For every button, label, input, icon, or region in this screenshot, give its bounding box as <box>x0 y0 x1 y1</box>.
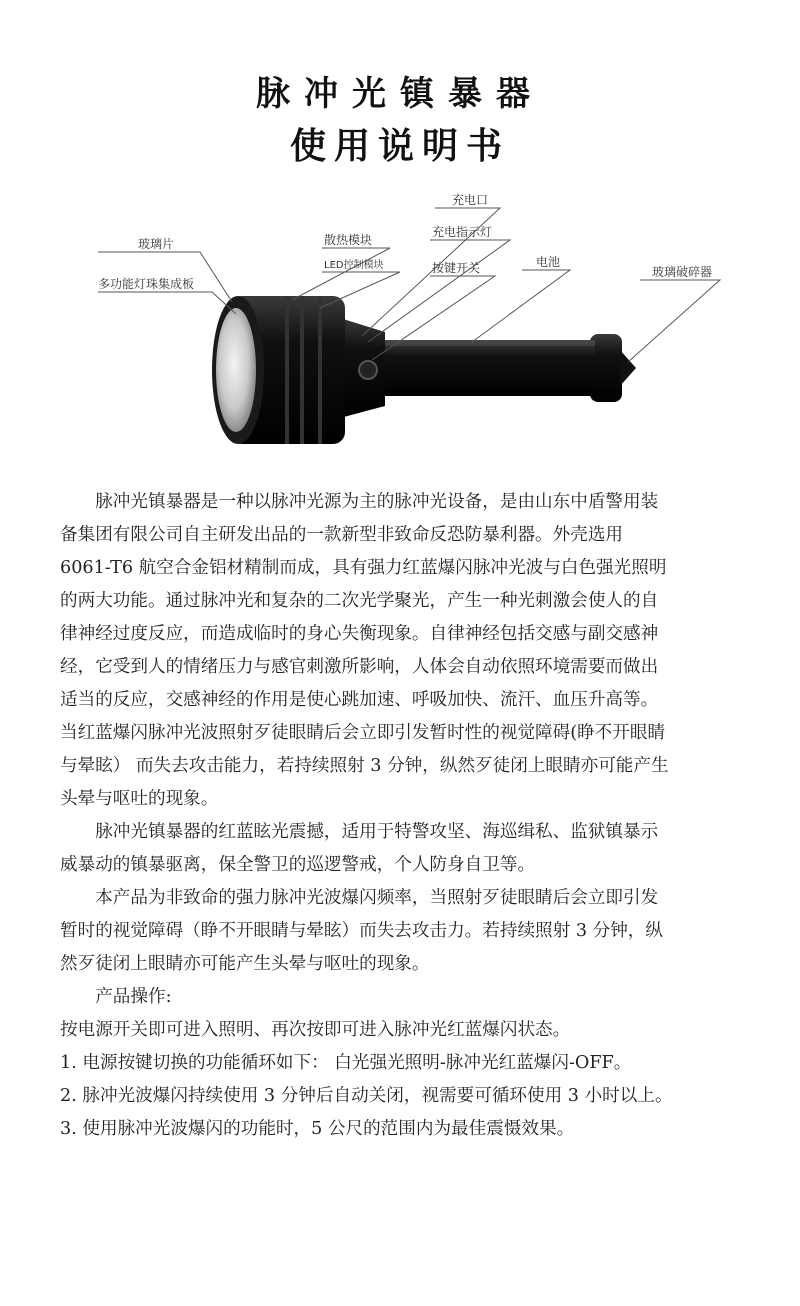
paragraph-line: 暂时的视觉障碍（睁不开眼睛与晕眩）而失去攻击力。若持续照射 3 分钟，纵 <box>60 921 663 941</box>
label-led-board: 多功能灯珠集成板 <box>98 277 195 291</box>
label-glass: 玻璃片 <box>138 237 175 251</box>
paragraph-line: 经，它受到人的情绪压力与感官刺激所影响，人体会自动依照环境需要而做出 <box>60 657 659 677</box>
paragraph-line: 适当的反应，交感神经的作用是使心跳加速、呼吸加快、流汗、血压升高等。 <box>60 690 659 710</box>
document-subtitle: 使用说明书 <box>289 126 510 167</box>
paragraph-line: 本产品为非致命的强力脉冲光波爆闪频率，当照射歹徒眼睛后会立即引发 <box>95 888 659 908</box>
label-battery: 电池 <box>536 255 561 269</box>
neck-section <box>340 318 385 418</box>
paragraph-line: 与晕眩） 而失去攻击能力，若持续照射 3 分钟，纵然歹徒闭上眼睛亦可能产生 <box>60 756 669 776</box>
paragraph-line: 然歹徒闭上眼睛亦可能产生头晕与呕吐的现象。 <box>60 954 430 974</box>
paragraph-line: 当红蓝爆闪脉冲光波照射歹徒眼睛后会立即引发暂时性的视觉障碍(睁不开眼睛 <box>60 723 666 743</box>
document-body <box>60 486 760 1146</box>
paragraph-line: 6061-T6 航空合金铝材精制而成，具有强力红蓝爆闪脉冲光波与白色强光照明 <box>60 558 667 578</box>
paragraph-line: 脉冲光镇暴器的红蓝眩光震撼，适用于特警攻坚、海巡缉私、监狱镇暴示 <box>95 822 659 842</box>
operations-item: 3. 使用脉冲光波爆闪的功能时，5 公尺的范围内为最佳震慑效果。 <box>60 1119 575 1139</box>
label-heat-module: 散热模块 <box>324 233 373 247</box>
operations-heading: 产品操作: <box>95 987 172 1007</box>
label-led-control: LED控制模块 <box>324 260 384 271</box>
paragraph-line: 备集团有限公司自主研发出品的一款新型非致命反恐防暴利器。外壳选用 <box>60 525 624 545</box>
battery-tube <box>380 340 595 396</box>
paragraph-line: 律神经过度反应，而造成临时的身心失衡现象。自律神经包括交感与副交感神 <box>60 624 659 644</box>
paragraph-line: 脉冲光镇暴器是一种以脉冲光源为主的脉冲光设备，是由山东中盾警用装 <box>95 492 659 512</box>
label-charge-indicator: 充电指示灯 <box>432 225 493 239</box>
flashlight-head <box>212 296 345 444</box>
label-charge-port: 充电口 <box>452 193 489 207</box>
button-switch-icon <box>359 361 377 379</box>
glass-lens <box>216 308 256 432</box>
document-title: 脉冲光镇暴器 <box>256 74 544 114</box>
operations-intro: 按电源开关即可进入照明、再次按即可进入脉冲光红蓝爆闪状态。 <box>60 1020 571 1040</box>
glass-breaker-tail <box>590 334 636 402</box>
label-glass-breaker: 玻璃破碎器 <box>652 265 713 279</box>
operations-item: 1. 电源按键切换的功能循环如下： 白光强光照明-脉冲光红蓝爆闪-OFF。 <box>60 1053 632 1073</box>
paragraph-line: 的两大功能。通过脉冲光和复杂的二次光学聚光，产生一种光刺激会使人的自 <box>60 591 659 611</box>
label-button-switch: 按键开关 <box>432 261 481 275</box>
flashlight-diagram <box>0 190 800 460</box>
paragraph-line: 威暴动的镇暴驱离，保全警卫的巡逻警戒，个人防身自卫等。 <box>60 855 536 875</box>
paragraph-line: 头晕与呕吐的现象。 <box>60 789 219 809</box>
operations-item: 2. 脉冲光波爆闪持续使用 3 分钟后自动关闭，视需要可循环使用 3 小时以上。 <box>60 1086 673 1106</box>
